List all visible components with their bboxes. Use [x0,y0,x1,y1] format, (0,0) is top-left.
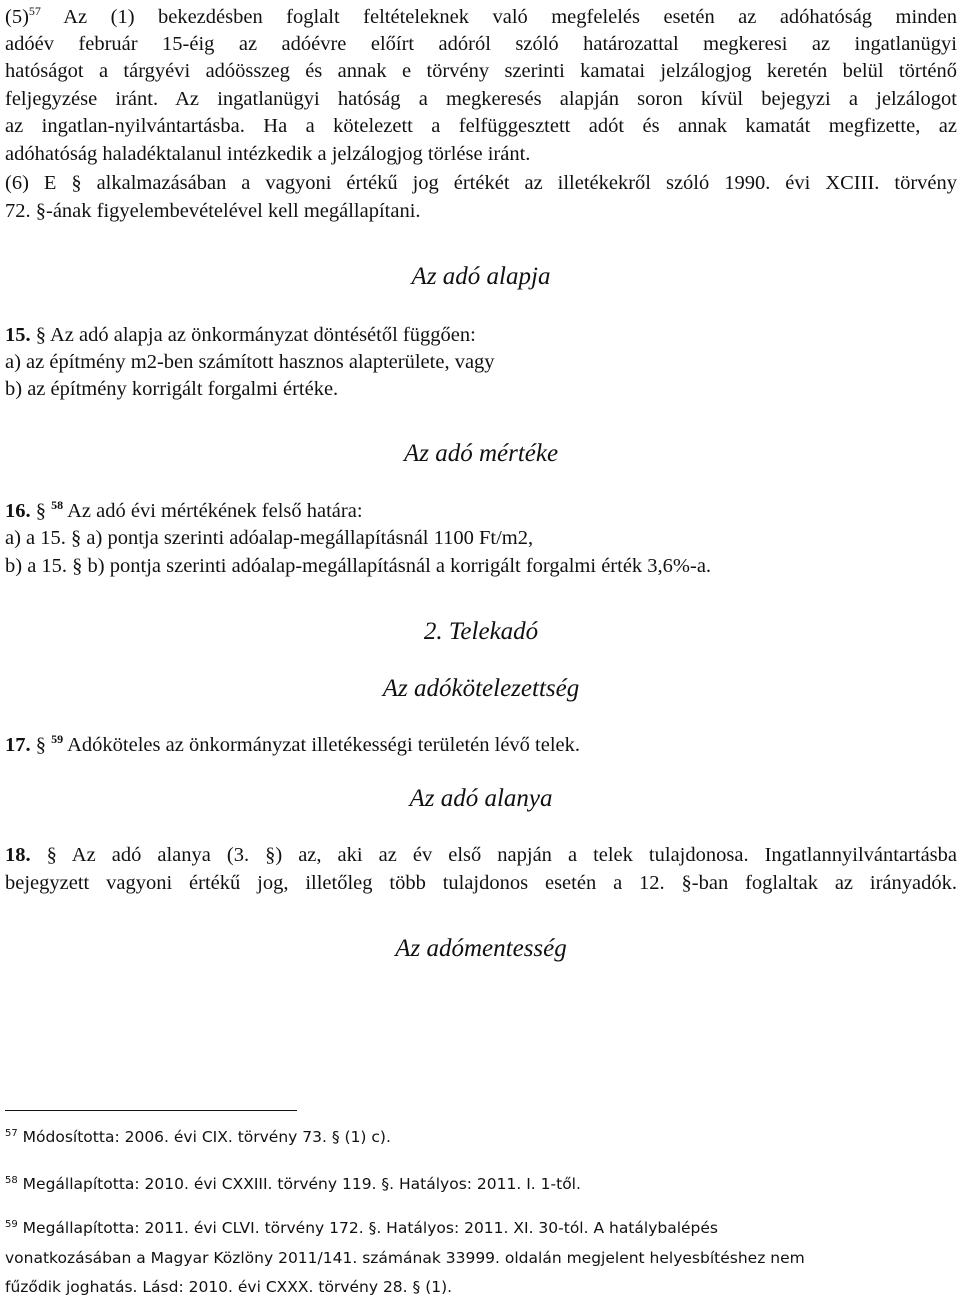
section-15-line-1 [5,322,476,348]
section-17-number: 17. [5,734,31,756]
para6-line-2: 72. §-ának figyelembevételével kell megállapítani. [5,200,421,222]
section-15-number: 15. [5,324,31,346]
para5-text: Az (1) bekezdésben foglalt feltételeknek való megfelelés esetén az adóhatóság minden [63,6,957,28]
footnote-separator [5,1110,297,1111]
footnote-59-line-2: vonatkozásában a Magyar Közlöny 2011/141. számának 33999. oldalán megjelent helyesbítéshez nem [5,1249,805,1267]
para5-line-4: feljegyzése iránt. Az ingatlanügyi hatóság a megkeresés alapján soron kívül bejegyzi a jelzálogot [5,88,957,110]
section-18-line-2: bejegyzett vagyoni értékű jog, illetőleg több tulajdonos esetén a 12. §-ban foglaltak az irányadók. [5,872,957,894]
section-16-item-a: a) a 15. § a) pontja szerinti adóalap-megállapításnál 1100 Ft/m2, [5,527,534,549]
section-17-line-1 [5,732,580,758]
heading-ado-alanya: Az adó alanya [409,785,553,812]
para5-line-5: az ingatlan-nyilvántartásba. Ha a kötelezett a felfüggesztett adót és annak kamatát megfizette, az [5,115,957,137]
section-17-text: Adóköteles az önkormányzat illetékességi területén lévő telek. [67,734,581,756]
footnote-57-text: Módosította: 2006. évi CIX. törvény 73. § (1) c). [22,1128,391,1146]
section-16-line-1 [5,498,363,524]
footnote-59-number: 59 [5,1218,18,1230]
section-17-sign: § [35,734,46,756]
footnote-58-number: 58 [5,1174,18,1186]
para6-line-1: (6) E § alkalmazásában a vagyoni értékű jog értékét az illetékekről szóló 1990. évi XCIII. törvény [5,172,957,194]
heading-ado-alapja: Az adó alapja [411,263,551,290]
footnote-59-text-1: Megállapította: 2011. évi CLVI. törvény 172. §. Hatályos: 2011. XI. 30-tól. A hatálybalépés [22,1219,719,1237]
para5-line-1 [5,4,957,30]
section-15-item-b: b) az építmény korrigált forgalmi értéke. [5,378,339,400]
heading-adokotelezettseg: Az adókötelezettség [382,675,580,702]
footnote-ref-58[interactable]: 58 [51,498,64,513]
heading-ado-merteke: Az adó mértéke [403,440,559,467]
heading-telekado: 2. Telekadó [423,618,539,645]
footnote-ref-59[interactable]: 59 [51,732,64,747]
section-18-line-1 [5,842,957,868]
footnote-58 [5,1173,581,1195]
footnote-58-text: Megállapította: 2010. évi CXXIII. törvény 119. §. Hatályos: 2011. I. 1-től. [22,1175,581,1193]
footnote-57-number: 57 [5,1127,18,1139]
section-16-text: Az adó évi mértékének felső határa: [67,500,363,522]
footnote-59 [5,1217,718,1239]
section-16-sign: § [35,500,46,522]
footnote-ref-57[interactable]: 57 [28,4,41,19]
section-15-item-a: a) az építmény m2-ben számított hasznos alapterülete, vagy [5,351,495,373]
section-18-text: § Az adó alanya (3. §) az, aki az év első napján a telek tulajdonosa. Ingatlannyilvántartásba [46,844,957,866]
para5-line-2: adóév február 15-éig az adóévre előírt adóról szóló határozattal megkeresi az ingatlanügyi [5,33,957,55]
heading-adomentesseg: Az adómentesség [395,935,567,962]
para5-number: (5) [5,6,29,28]
footnote-59-line-3: fűződik joghatás. Lásd: 2010. évi CXXX. törvény 28. § (1). [5,1278,453,1296]
section-16-number: 16. [5,500,31,522]
section-18-number: 18. [5,844,31,866]
section-15-text: § Az adó alapja az önkormányzat döntésétől függően: [35,324,476,346]
section-16-item-b: b) a 15. § b) pontja szerinti adóalap-megállapításnál a korrigált forgalmi érték 3,6%-a. [5,555,712,577]
para5-line-3: hatóságot a tárgyévi adóösszeg és annak e törvény szerinti kamatai jelzálogjog keretén belül történő [5,60,957,82]
footnote-57 [5,1126,391,1148]
para5-line-6: adóhatóság haladéktalanul intézkedik a jelzálogjog törlése iránt. [5,143,531,165]
